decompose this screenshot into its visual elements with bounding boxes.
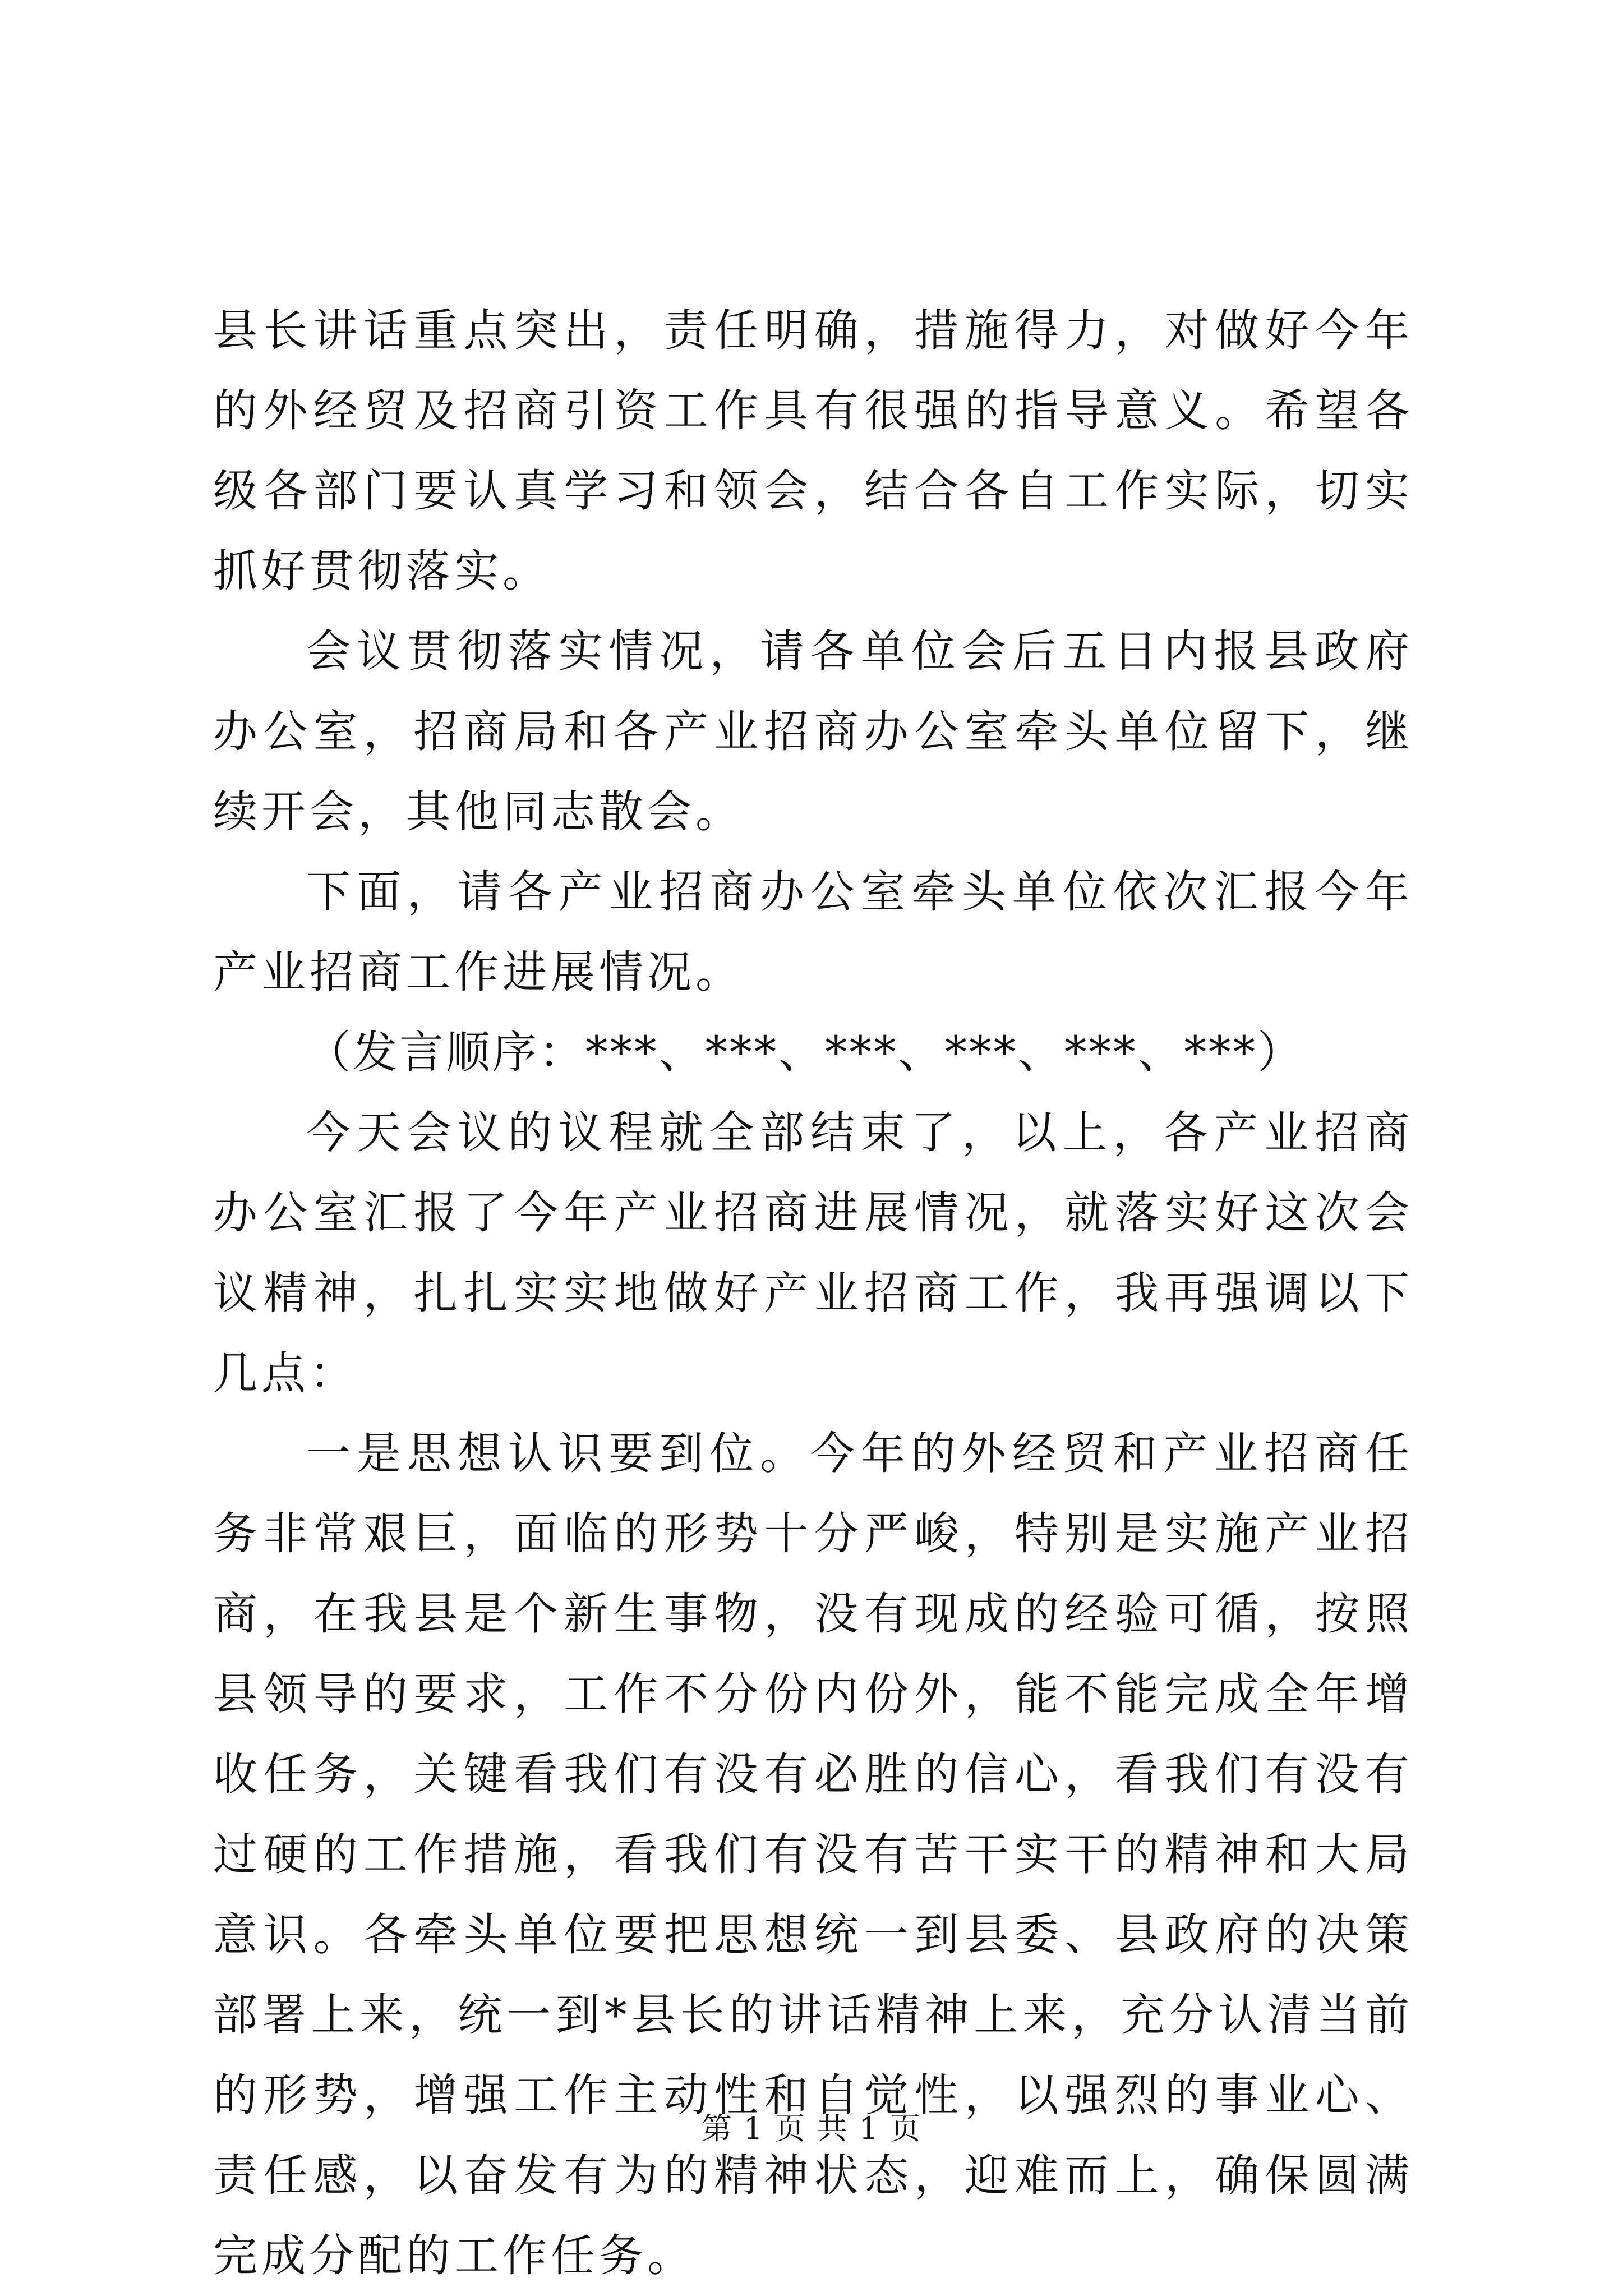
document-body: [213, 291, 1413, 2296]
paragraph-5: 今天会议的议程就全部结束了，以上，各产业招商办公室汇报了今年产业招商进展情况，就落实好这次会议精神，扎扎实实地做好产业招商工作，我再强调以下几点：: [213, 1107, 1413, 1399]
paragraph-1: 县长讲话重点突出，责任明确，措施得力，对做好今年的外经贸及招商引资工作具有很强的指导意义。希望各级各部门要认真学习和领会，结合各自工作实际，切实抓好贯彻落实。: [213, 305, 1413, 597]
speaking-order-paragraph: （发言顺序：***、***、***、***、***、***）: [306, 1027, 1304, 1078]
paragraph-6: 一是思想认识要到位。今年的外经贸和产业招商任务非常艰巨，面临的形势十分严峻，特别是实施产业招商，在我县是个新生事物，没有现成的经验可循，按照县领导的要求，工作不分份内份外，能不能完成全年增收任务，关键看我们有没有必胜的信心，看我们有没有过硬的工作措施，看我们有没有苦干实干的精神和大局意识。各牵头单位要把思想统一到县委、县政府的决策部署上来，统一到*县长的讲话精神上来，充分认清当前的形势，增强工作主动性和自觉性，以强烈的事业心、责任感，以奋发有为的精神状态，迎难而上，确保圆满完成分配的工作任务。: [213, 1428, 1413, 2281]
page-footer: 第 1 页 共 1 页: [701, 2111, 922, 2146]
paragraph-2: 会议贯彻落实情况，请各单位会后五日内报县政府办公室，招商局和各产业招商办公室牵头单位留下，继续开会，其他同志散会。: [213, 625, 1413, 838]
paragraph-3: 下面，请各产业招商办公室牵头单位依次汇报今年产业招商工作进展情况。: [213, 866, 1413, 998]
